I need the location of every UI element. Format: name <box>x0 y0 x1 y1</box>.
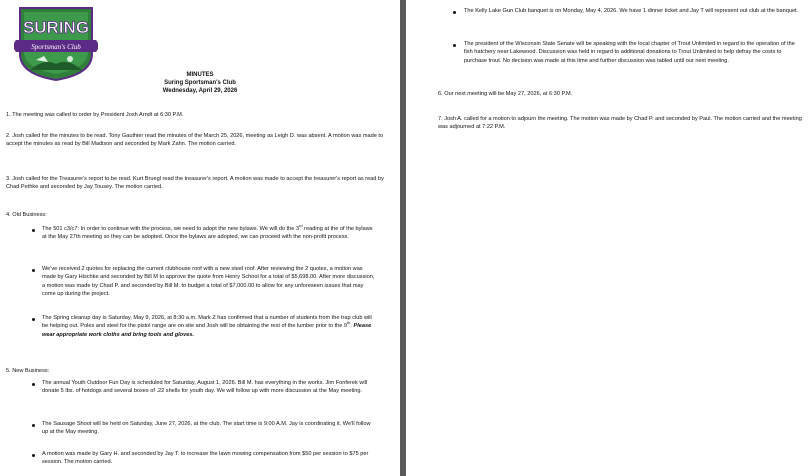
bullet <box>453 44 456 47</box>
item-5-new-business: 5. New Business: <box>6 368 50 374</box>
document-page-2 <box>406 0 810 476</box>
item-2-minutes: 2. Josh called for the minutes to be read. Tony Gauthier read the minutes of the March 25, 2026, meeting as Leigh D. was absent. A motion was made to accept the minutes as read by Bill Madison and seconded by Mark Zahn. The motion carried. <box>6 133 384 148</box>
club-name-heading: Suring Sportsman's Club <box>164 80 236 86</box>
bullet <box>32 383 35 386</box>
new-business-sausage-shoot: The Sausage Shoot will be held on Saturday, June 27, 2026, at the club. The start time is 9:00 A.M. Jay is coordinating it. We'll follow up at the May meeting. <box>42 421 371 436</box>
item-4-old-business: 4. Old Business: <box>6 212 47 218</box>
new-business-trout-unlimited: The president of the Wisconsin State Senate will be speaking with the local chapter of Trout Unlimited in regard to the operation of the fish hatchery near Lakewood. Discussion was held in regard to additional donations to Trout Unlimited to help defray the costs to purchase trout. No decision was made at this time and further discussion was tabled until our next meeting. <box>464 41 795 64</box>
item-6-next-meeting: 6. Our next meeting will be May 27, 2026, at 6:30 P.M. <box>438 91 573 97</box>
item-1-call-to-order: 1. The meeting was called to order by President Josh Arndt at 6:30 P.M. <box>6 112 184 118</box>
old-business-cleanup: The Spring cleanup day is Saturday, May 9, 2026, at 8:30 a.m. Mark Z has confirmed that a number of students from the trap club will be helping out. Poles and steel for the pistol range are on site and Josh will be obtaining the rest of the lumber prior to the 9th. Please wear appropriate work cloths and bring tools and gloves. <box>42 315 372 338</box>
new-business-lawn-mowing: A motion was made by Gary H. and seconded by Jay T. to increase the lawn mowing compensation from $50 per session to $75 per session. The motion carried. <box>42 451 369 466</box>
new-business-banquet: The Kelly Lake Gun Club banquet is on Monday, May 4, 2026. We have 1 dinner ticket and Jay T will represent out club at the banquet. <box>464 8 799 14</box>
bullet <box>32 229 35 232</box>
old-business-roof: We've received 2 quotes for replacing the current clubhouse roof with a new steel roof. After reviewing the 2 quotes, a motion was made by Gary Hischke and seconded by Bill M to approve the quote from Henry School for a total of $5,698.00. After more discussion, a motion was made by Chad P. and seconded by Bill M. to budget a total of $7,000.00 to allow for any unforeseen issues that may come up during the project. <box>42 266 375 298</box>
old-business-bylaws: The 501 c3/c7: In order to continue with the process, we need to adopt the new bylaws. We will do the 3rd reading at the of the bylaws at the May 27th meeting so they can be adopted. Once the bylaws are adopted, we can proceed with the non-profit process. <box>42 223 373 241</box>
meeting-date-heading: Wednesday, April 29, 2026 <box>162 88 238 94</box>
minutes-heading: MINUTES <box>186 72 214 78</box>
item-7-adjourn: 7. Josh A. called for a motion to adjourn the meeting. The motion was made by Chad P. and seconded by Paul. The motion carried and the meeting was adjourned at 7:22 P.M. <box>438 116 802 131</box>
item-3-treasurer: 3. Josh called for the Treasurer's report to be read. Kurt Bruegl read the treasurer's report. A motion was made to accept the treasurer's report as read by Chad Pethke and seconded by Jay Tousey. The motion carried. <box>6 176 384 191</box>
bullet <box>32 424 35 427</box>
bullet <box>32 318 35 321</box>
bullet <box>32 454 35 457</box>
bullet <box>32 269 35 272</box>
logo-banner-text: Sportsman's Club <box>31 43 81 51</box>
bullet <box>453 11 456 14</box>
logo-title-text: SURING <box>22 18 90 37</box>
document-page-1 <box>0 0 400 476</box>
new-business-youth-day: The annual Youth Outdoor Fun Day is scheduled for Saturday, August 1, 2026. Bill M. has everything in the works. Jim Fonferek will donate 5 lbs. of hotdogs and several boxes of .22 shells for youth day. We will follow up with more discussion at the May meeting. <box>42 380 368 395</box>
